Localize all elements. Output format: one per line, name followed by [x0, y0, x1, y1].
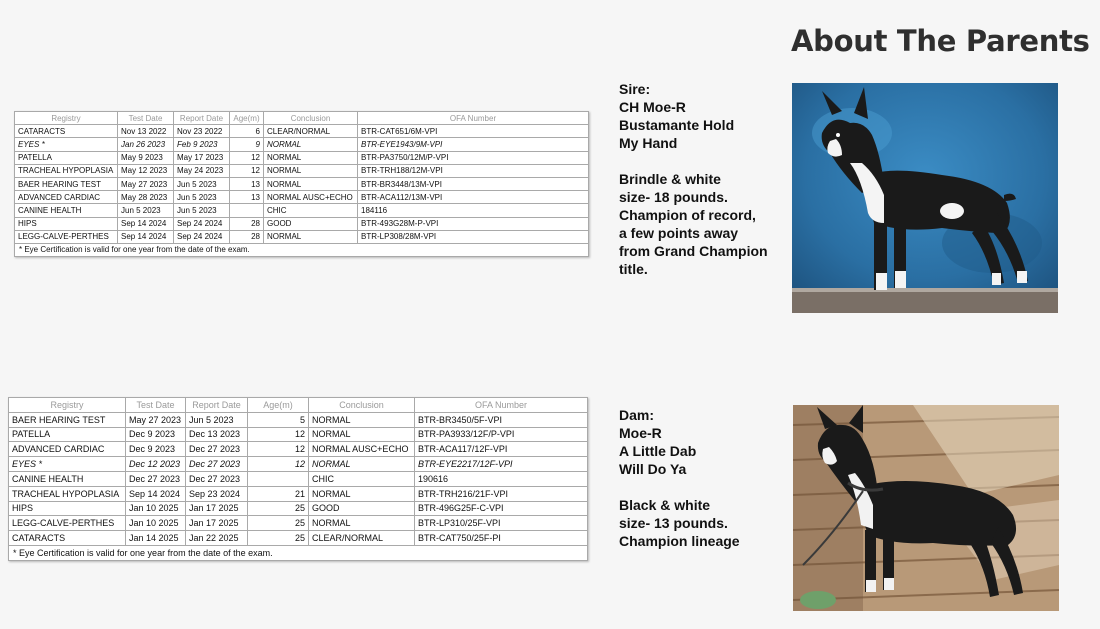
ofa-number-cell: BTR-496G25F-C-VPI — [415, 501, 588, 516]
report-date-cell: Jun 5 2023 — [186, 412, 248, 427]
report-date-cell: May 24 2023 — [174, 164, 230, 177]
table-footnote: * Eye Certification is valid for one year from the date of the exam. — [15, 243, 589, 256]
conclusion-cell: GOOD — [264, 217, 358, 230]
conclusion-cell: NORMAL — [264, 164, 358, 177]
report-date-cell: Jan 17 2025 — [186, 516, 248, 531]
registry-cell: LEGG-CALVE-PERTHES — [15, 230, 118, 243]
age-cell: 12 — [230, 151, 264, 164]
ofa-number-cell: BTR-ACA117/12F-VPI — [415, 442, 588, 457]
report-date-cell: Sep 23 2024 — [186, 486, 248, 501]
registry-cell: TRACHEAL HYPOPLASIA — [15, 164, 118, 177]
ofa-number-cell: BTR-CAT651/6M-VPI — [358, 125, 589, 138]
report-date-cell: Dec 13 2023 — [186, 427, 248, 442]
table-footnote: * Eye Certification is valid for one year from the date of the exam. — [9, 545, 588, 560]
conclusion-cell: NORMAL — [309, 516, 415, 531]
registry-cell: ADVANCED CARDIAC — [15, 191, 118, 204]
dam-name-line: Moe-R — [619, 425, 662, 441]
report-date-cell: Jun 5 2023 — [174, 191, 230, 204]
table-row — [9, 457, 588, 472]
test-date-cell: Sep 14 2024 — [126, 486, 186, 501]
table-footnote-row — [15, 243, 589, 256]
column-header-age: Age(m) — [230, 112, 264, 125]
table-row — [9, 471, 588, 486]
table-row — [15, 125, 589, 138]
ofa-number-cell: BTR-ACA112/13M-VPI — [358, 191, 589, 204]
registry-cell: CATARACTS — [15, 125, 118, 138]
age-cell: 28 — [230, 217, 264, 230]
column-header-ofa: OFA Number — [358, 112, 589, 125]
conclusion-cell: NORMAL — [309, 427, 415, 442]
registry-cell: TRACHEAL HYPOPLASIA — [9, 486, 126, 501]
ofa-number-cell: BTR-493G28M-P-VPI — [358, 217, 589, 230]
test-date-cell: Nov 13 2022 — [118, 125, 174, 138]
test-date-cell: Sep 14 2024 — [118, 230, 174, 243]
age-cell: 25 — [248, 531, 309, 546]
ofa-number-cell: BTR-LP310/25F-VPI — [415, 516, 588, 531]
report-date-cell: Dec 27 2023 — [186, 442, 248, 457]
ofa-number-cell: BTR-BR3448/13M-VPI — [358, 177, 589, 190]
test-date-cell: Sep 14 2024 — [118, 217, 174, 230]
conclusion-cell: CLEAR/NORMAL — [264, 125, 358, 138]
age-cell — [230, 204, 264, 217]
column-header-test-date: Test Date — [126, 398, 186, 413]
sire-desc-line: from Grand Champion — [619, 243, 768, 259]
conclusion-cell: CHIC — [309, 471, 415, 486]
table-row — [15, 138, 589, 151]
column-header-test-date: Test Date — [118, 112, 174, 125]
dam-photo — [793, 405, 1059, 611]
table-row — [9, 531, 588, 546]
report-date-cell: Sep 24 2024 — [174, 217, 230, 230]
test-date-cell: May 28 2023 — [118, 191, 174, 204]
test-date-cell: Dec 12 2023 — [126, 457, 186, 472]
dam-ofa-table — [8, 397, 588, 561]
sire-name-line: Bustamante Hold — [619, 117, 735, 133]
registry-cell: HIPS — [15, 217, 118, 230]
registry-cell: PATELLA — [9, 427, 126, 442]
dam-desc-line: size- 13 pounds. — [619, 515, 728, 531]
table-row — [9, 501, 588, 516]
ofa-number-cell: BTR-PA3750/12M/P-VPI — [358, 151, 589, 164]
test-date-cell: Dec 27 2023 — [126, 471, 186, 486]
column-header-age: Age(m) — [248, 398, 309, 413]
conclusion-cell: CHIC — [264, 204, 358, 217]
table-row — [9, 412, 588, 427]
report-date-cell: Nov 23 2022 — [174, 125, 230, 138]
registry-cell: CATARACTS — [9, 531, 126, 546]
age-cell: 28 — [230, 230, 264, 243]
dam-name-line: Will Do Ya — [619, 461, 687, 477]
test-date-cell: Dec 9 2023 — [126, 442, 186, 457]
age-cell: 9 — [230, 138, 264, 151]
column-header-conclusion: Conclusion — [264, 112, 358, 125]
table-row — [15, 230, 589, 243]
age-cell: 6 — [230, 125, 264, 138]
age-cell: 12 — [248, 457, 309, 472]
report-date-cell: May 17 2023 — [174, 151, 230, 164]
column-header-registry: Registry — [9, 398, 126, 413]
registry-cell: CANINE HEALTH — [9, 471, 126, 486]
table-row — [9, 427, 588, 442]
sire-info — [619, 80, 768, 278]
dam-desc-line: Black & white — [619, 497, 711, 513]
registry-cell: EYES * — [15, 138, 118, 151]
ofa-number-cell: BTR-TRH216/21F-VPI — [415, 486, 588, 501]
table-row — [15, 177, 589, 190]
conclusion-cell: NORMAL — [264, 177, 358, 190]
registry-cell: HIPS — [9, 501, 126, 516]
table-row — [15, 217, 589, 230]
sire-ofa-table — [14, 111, 589, 257]
table-row — [15, 151, 589, 164]
test-date-cell: Jun 5 2023 — [118, 204, 174, 217]
column-header-registry: Registry — [15, 112, 118, 125]
age-cell: 13 — [230, 177, 264, 190]
table-footnote-row — [9, 545, 588, 560]
ofa-number-cell: BTR-PA3933/12F/P-VPI — [415, 427, 588, 442]
test-date-cell: Jan 26 2023 — [118, 138, 174, 151]
boston-terrier-dam-photo-icon — [793, 405, 1059, 611]
test-date-cell: Jan 10 2025 — [126, 501, 186, 516]
ofa-number-cell: BTR-LP308/28M-VPI — [358, 230, 589, 243]
table-row — [15, 164, 589, 177]
boston-terrier-sire-photo-icon — [792, 83, 1058, 313]
age-cell: 12 — [248, 442, 309, 457]
test-date-cell: May 9 2023 — [118, 151, 174, 164]
registry-cell: CANINE HEALTH — [15, 204, 118, 217]
conclusion-cell: NORMAL — [264, 151, 358, 164]
column-header-report-date: Report Date — [186, 398, 248, 413]
report-date-cell: Jan 22 2025 — [186, 531, 248, 546]
conclusion-cell: CLEAR/NORMAL — [309, 531, 415, 546]
conclusion-cell: NORMAL — [309, 457, 415, 472]
report-date-cell: Sep 24 2024 — [174, 230, 230, 243]
registry-cell: BAER HEARING TEST — [9, 412, 126, 427]
age-cell: 12 — [230, 164, 264, 177]
conclusion-cell: NORMAL AUSC+ECHO — [264, 191, 358, 204]
registry-cell: BAER HEARING TEST — [15, 177, 118, 190]
conclusion-cell: NORMAL — [309, 486, 415, 501]
sire-photo — [792, 83, 1058, 313]
sire-name-line: CH Moe-R — [619, 99, 686, 115]
conclusion-cell: NORMAL — [264, 230, 358, 243]
test-date-cell: Jan 14 2025 — [126, 531, 186, 546]
conclusion-cell: GOOD — [309, 501, 415, 516]
ofa-number-cell: BTR-EYE2217/12F-VPI — [415, 457, 588, 472]
table-row — [9, 516, 588, 531]
age-cell: 25 — [248, 516, 309, 531]
registry-cell: PATELLA — [15, 151, 118, 164]
age-cell — [248, 471, 309, 486]
column-header-report-date: Report Date — [174, 112, 230, 125]
ofa-number-cell: 190616 — [415, 471, 588, 486]
report-date-cell: Jun 5 2023 — [174, 177, 230, 190]
sire-desc-line: a few points away — [619, 225, 739, 241]
age-cell: 12 — [248, 427, 309, 442]
sire-desc-line: Champion of record, — [619, 207, 756, 223]
ofa-number-cell: BTR-BR3450/5F-VPI — [415, 412, 588, 427]
table-row — [15, 191, 589, 204]
test-date-cell: May 27 2023 — [126, 412, 186, 427]
ofa-number-cell: 184116 — [358, 204, 589, 217]
ofa-number-cell: BTR-EYE1943/9M-VPI — [358, 138, 589, 151]
age-cell: 21 — [248, 486, 309, 501]
report-date-cell: Dec 27 2023 — [186, 457, 248, 472]
sire-desc-line: title. — [619, 261, 648, 277]
dam-label: Dam: — [619, 407, 655, 423]
dam-desc-line: Champion lineage — [619, 533, 740, 549]
page-title: About The Parents — [791, 24, 1090, 58]
age-cell: 5 — [248, 412, 309, 427]
sire-name-line: My Hand — [619, 135, 678, 151]
test-date-cell: Dec 9 2023 — [126, 427, 186, 442]
registry-cell: LEGG-CALVE-PERTHES — [9, 516, 126, 531]
report-date-cell: Jan 17 2025 — [186, 501, 248, 516]
age-cell: 13 — [230, 191, 264, 204]
table-row — [9, 442, 588, 457]
ofa-number-cell: BTR-TRH188/12M-VPI — [358, 164, 589, 177]
column-header-conclusion: Conclusion — [309, 398, 415, 413]
dam-info — [619, 406, 740, 550]
sire-desc-line: Brindle & white — [619, 171, 721, 187]
report-date-cell: Dec 27 2023 — [186, 471, 248, 486]
sire-desc-line: size- 18 pounds. — [619, 189, 728, 205]
table-row — [9, 486, 588, 501]
table-row — [15, 204, 589, 217]
column-header-ofa: OFA Number — [415, 398, 588, 413]
dam-name-line: A Little Dab — [619, 443, 697, 459]
test-date-cell: May 27 2023 — [118, 177, 174, 190]
sire-label: Sire: — [619, 81, 651, 97]
report-date-cell: Feb 9 2023 — [174, 138, 230, 151]
ofa-number-cell: BTR-CAT750/25F-PI — [415, 531, 588, 546]
test-date-cell: May 12 2023 — [118, 164, 174, 177]
test-date-cell: Jan 10 2025 — [126, 516, 186, 531]
conclusion-cell: NORMAL AUSC+ECHO — [309, 442, 415, 457]
registry-cell: EYES * — [9, 457, 126, 472]
report-date-cell: Jun 5 2023 — [174, 204, 230, 217]
age-cell: 25 — [248, 501, 309, 516]
conclusion-cell: NORMAL — [309, 412, 415, 427]
registry-cell: ADVANCED CARDIAC — [9, 442, 126, 457]
conclusion-cell: NORMAL — [264, 138, 358, 151]
